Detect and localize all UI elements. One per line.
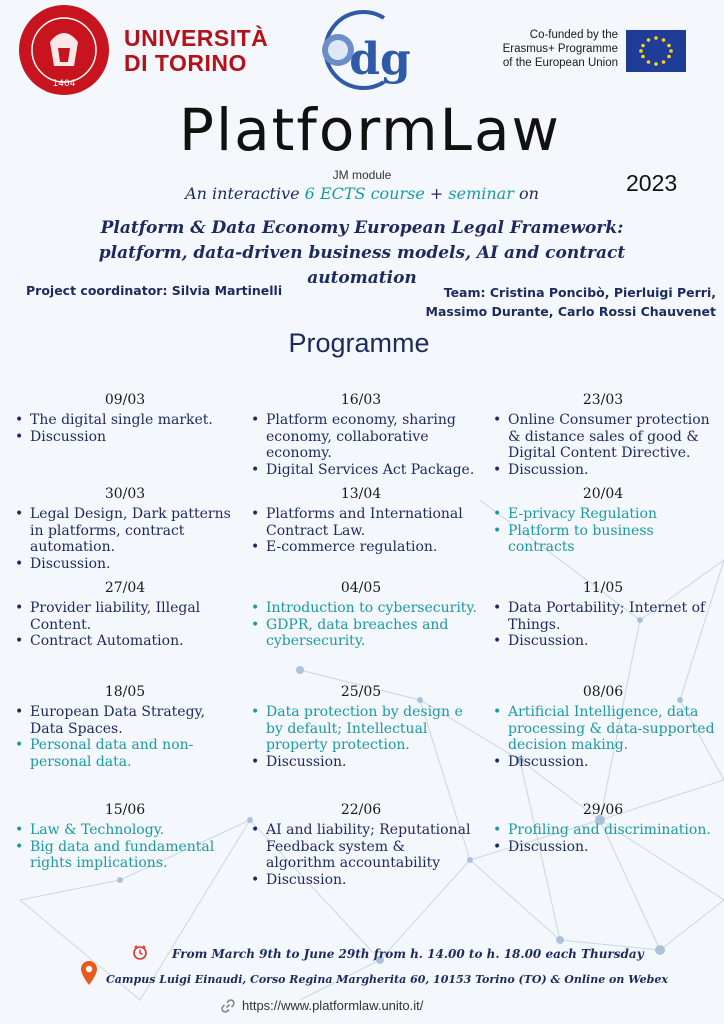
session-topic: • Platforms and International Contract Law. — [266, 506, 478, 539]
session-date: 30/03 — [104, 486, 146, 502]
session-topic: • Data Portability; Internet of Things. — [508, 600, 720, 633]
session-25-05 — [244, 684, 478, 770]
session-topic: • Provider liability, Illegal Content. — [30, 600, 242, 633]
session-topics — [8, 412, 242, 445]
eu-flag-icon — [626, 30, 686, 72]
session-topics — [8, 600, 242, 650]
session-date: 27/04 — [104, 580, 146, 596]
session-date: 20/04 — [582, 486, 624, 502]
session-topic: • Digital Services Act Package. — [266, 462, 478, 479]
ects-highlight: 6 ECTS course — [304, 184, 425, 203]
session-topic: • Law & Technology. — [30, 822, 242, 839]
session-topics — [8, 506, 242, 572]
session-topics — [8, 822, 242, 872]
clock-icon — [132, 944, 148, 960]
page-title: PlatformLaw — [179, 96, 561, 164]
session-08-06 — [486, 684, 720, 770]
session-topics — [486, 822, 720, 855]
session-topic: • Big data and fundamental rights implications. — [30, 839, 242, 872]
dg-text: dg — [349, 34, 411, 85]
session-topic: • Artificial Intelligence, data processing & data-supported decision making. — [508, 704, 720, 754]
module-label: JM module — [332, 168, 392, 182]
session-date: 29/06 — [582, 802, 624, 818]
session-11-05 — [486, 580, 720, 650]
session-date: 08/06 — [582, 684, 624, 700]
session-topic: • Discussion. — [266, 872, 478, 889]
session-date: 11/05 — [582, 580, 624, 596]
session-09-03 — [8, 392, 242, 445]
session-date: 22/06 — [340, 802, 382, 818]
seal-year: 1404 — [52, 79, 76, 89]
session-topic: • Discussion. — [30, 556, 242, 573]
dg-department-logo — [314, 8, 418, 92]
session-topic: • E-privacy Regulation — [508, 506, 720, 523]
session-topics — [8, 704, 242, 770]
session-23-03 — [486, 392, 720, 478]
session-topics — [486, 412, 720, 478]
session-topic: • Discussion. — [508, 839, 720, 856]
university-seal-logo — [18, 4, 110, 96]
session-topic: • Introduction to cybersecurity. — [266, 600, 478, 617]
session-topic: • Platform to business contracts — [508, 523, 720, 556]
year-label: 2023 — [626, 170, 678, 196]
session-20-04 — [486, 486, 720, 556]
session-topic: • Discussion. — [508, 754, 720, 771]
session-04-05 — [244, 580, 478, 650]
session-date: 13/04 — [340, 486, 382, 502]
session-date: 09/03 — [104, 392, 146, 408]
session-topic: • Discussion. — [508, 462, 720, 479]
session-topics — [486, 506, 720, 556]
session-18-05 — [8, 684, 242, 770]
project-coordinator: Project coordinator: Silvia Martinelli — [26, 283, 283, 298]
session-29-06 — [486, 802, 720, 855]
course-heading: Platform & Data Economy European Legal Framework: platform, data-driven business models, AI and contract automation — [98, 218, 626, 288]
session-date: 15/06 — [104, 802, 146, 818]
seminar-highlight: seminar — [448, 184, 514, 203]
session-topic: • Discussion. — [266, 754, 478, 771]
erasmus-cofunded-text: Co-funded by the Erasmus+ Programme of the European Union — [502, 29, 618, 69]
team-members: Team: Cristina Poncibò, Pierluigi Perri, Massimo Durante, Carlo Rossi Chauvenet — [425, 285, 716, 319]
session-13-04 — [244, 486, 478, 556]
session-topic: • Discussion. — [508, 633, 720, 650]
website-link[interactable]: https://www.platformlaw.unito.it/ — [242, 998, 424, 1013]
session-topic: • Contract Automation. — [30, 633, 242, 650]
session-topics — [244, 506, 478, 556]
session-22-06 — [244, 802, 478, 888]
session-topic: • AI and liability; Reputational Feedback system & algorithm accountability — [266, 822, 478, 872]
session-16-03 — [244, 392, 478, 478]
session-topic: • Discussion — [30, 429, 242, 446]
location-text: Campus Luigi Einaudi, Corso Regina Margherita 60, 10153 Torino (TO) & Online on Webex — [106, 973, 668, 986]
session-date: 16/03 — [340, 392, 382, 408]
session-topics — [244, 822, 478, 888]
session-topics — [486, 600, 720, 650]
session-date: 25/05 — [340, 684, 382, 700]
schedule-text: From March 9th to June 29th from h. 14.00 to h. 18.00 each Thursday — [172, 947, 644, 961]
location-pin-icon — [80, 960, 98, 986]
session-topics — [486, 704, 720, 770]
session-topic: • Profiling and discrimination. — [508, 822, 720, 839]
session-topic: • Online Consumer protection & distance sales of good & Digital Content Directive. — [508, 412, 720, 462]
link-icon — [220, 998, 236, 1014]
course-subtitle: An interactive 6 ECTS course + seminar on — [185, 184, 539, 203]
session-30-03 — [8, 486, 242, 572]
session-topic: • Personal data and non-personal data. — [30, 737, 242, 770]
programme-title: Programme — [288, 328, 430, 358]
session-topic: • The digital single market. — [30, 412, 242, 429]
session-topic: • Legal Design, Dark patterns in platforms, contract automation. — [30, 506, 242, 556]
session-topic: • Data protection by design e by default; Intellectual property protection. — [266, 704, 478, 754]
session-topics — [244, 704, 478, 770]
university-name: UNIVERSITÀ DI TORINO — [124, 25, 269, 76]
session-date: 04/05 — [340, 580, 382, 596]
session-topic: • E-commerce regulation. — [266, 539, 478, 556]
session-date: 18/05 — [104, 684, 146, 700]
session-15-06 — [8, 802, 242, 872]
session-topics — [244, 412, 478, 478]
session-topic: • European Data Strategy, Data Spaces. — [30, 704, 242, 737]
session-topic: • Platform economy, sharing economy, collaborative economy. — [266, 412, 478, 462]
session-27-04 — [8, 580, 242, 650]
session-topic: • GDPR, data breaches and cybersecurity. — [266, 617, 478, 650]
session-topics — [244, 600, 478, 650]
session-date: 23/03 — [582, 392, 624, 408]
